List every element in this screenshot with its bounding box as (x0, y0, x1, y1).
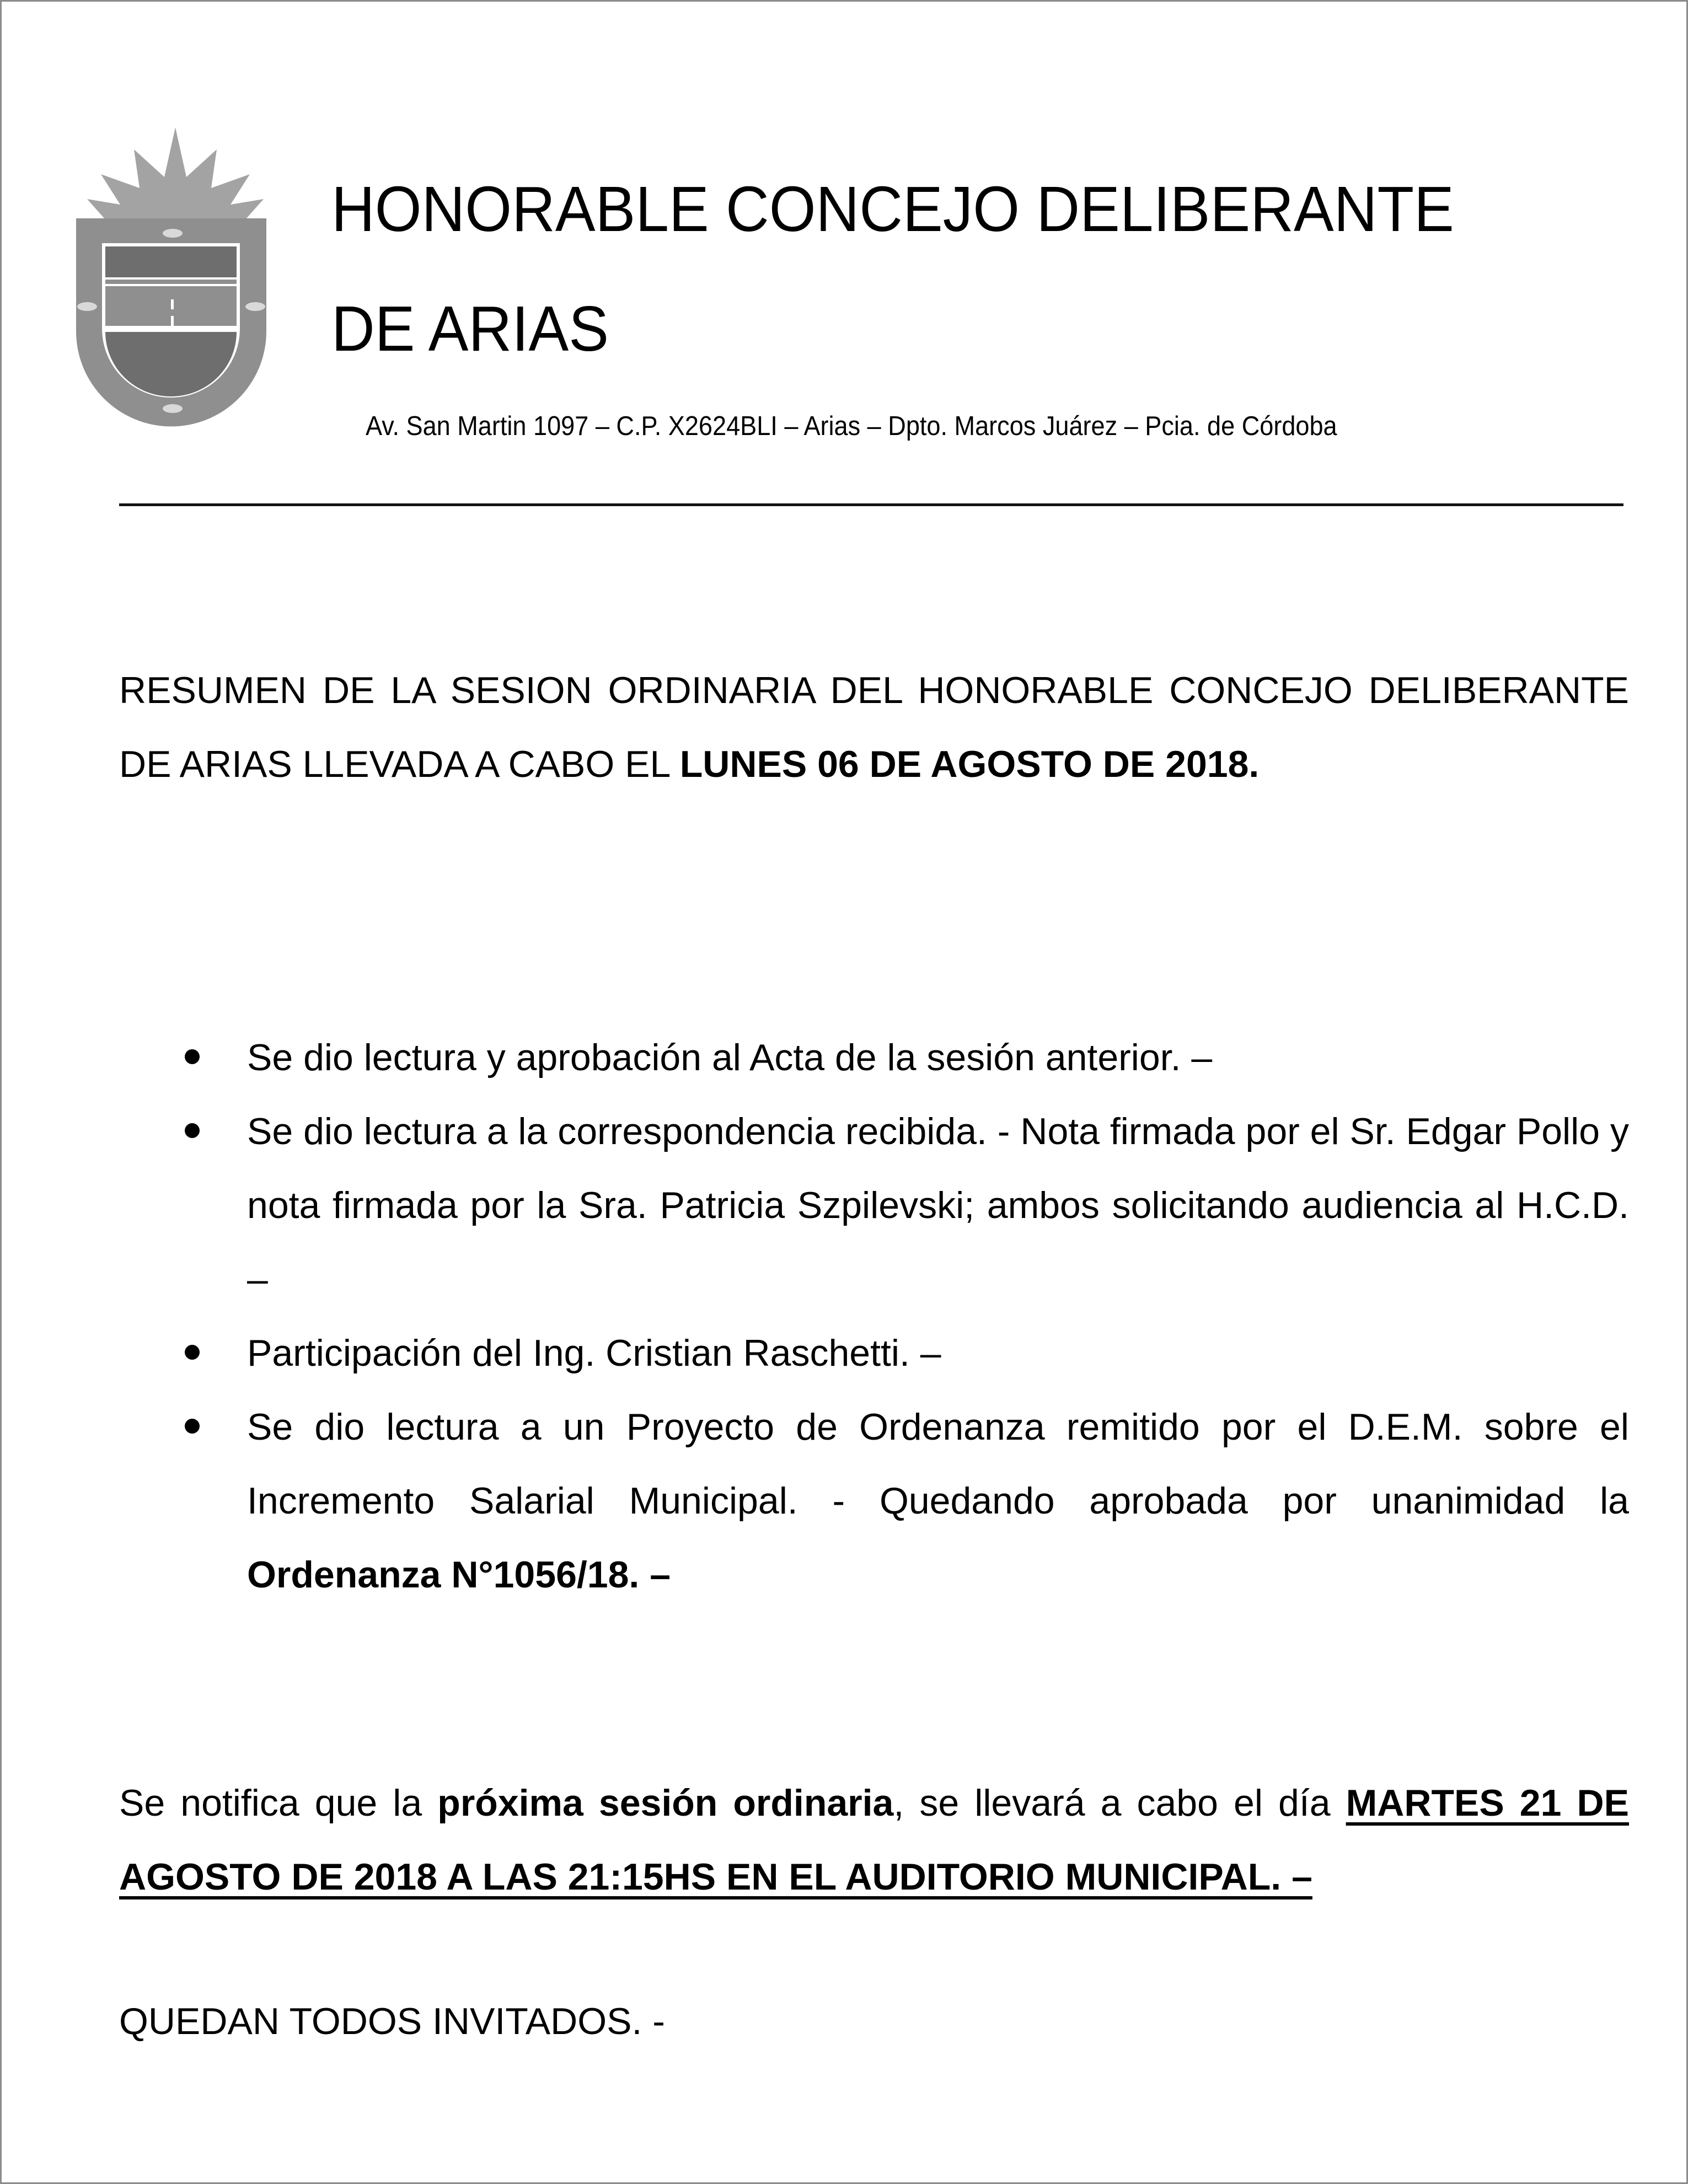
coat-of-arms-icon (76, 122, 275, 436)
bullet-icon (185, 1345, 200, 1360)
agenda-list (119, 1021, 1629, 1612)
session-date: LUNES 06 DE AGOSTO DE 2018. (679, 743, 1260, 785)
summary-text: RESUMEN DE LA SESION ORDINARIA DEL HONORABLE CONCEJO DELIBERANTE DE ARIAS LLEVADA A CABO EL (119, 669, 1629, 785)
list-item (119, 1316, 1629, 1390)
next-session-datetime: MARTES 21 DE AGOSTO DE 2018 A LAS 21:15HS EN EL AUDITORIO MUNICIPAL. – (119, 1782, 1629, 1898)
list-item (119, 1021, 1629, 1094)
list-item (119, 1390, 1629, 1612)
bullet-icon (185, 1049, 200, 1064)
ordinance-number: Ordenanza N°1056/18. – (247, 1554, 671, 1596)
notice-text-2: , se llevará a cabo el día (893, 1782, 1346, 1824)
council-title-line2: DE ARIAS (331, 293, 609, 364)
bullet-icon (185, 1123, 200, 1138)
bullet-icon (185, 1419, 200, 1434)
session-summary (119, 653, 1629, 801)
list-item (119, 1094, 1629, 1316)
notice-text-1: Se notifica que la (119, 1782, 438, 1824)
notice-next-session-label: próxima sesión ordinaria (437, 1782, 894, 1824)
list-item-text: Se dio lectura a un Proyecto de Ordenanza remitido por el D.E.M. sobre el Incremento Salarial Municipal. - Quedando aprobada por unanimidad la (247, 1406, 1629, 1522)
next-session-notice (119, 1766, 1629, 1914)
list-item-text: Se dio lectura a la correspondencia recibida. - Nota firmada por el Sr. Edgar Pollo y nota firmada por la Sra. Patricia Szpilevski; ambos solicitando audiencia al H.C.D. – (247, 1110, 1629, 1300)
council-title-line1: HONORABLE CONCEJO DELIBERANTE (331, 173, 1454, 245)
list-item-text: Se dio lectura y aprobación al Acta de la sesión anterior. – (247, 1037, 1213, 1078)
header-divider (119, 503, 1623, 506)
council-address: Av. San Martin 1097 – C.P. X2624BLI – Arias – Dpto. Marcos Juárez – Pcia. de Córdoba (366, 411, 1337, 441)
list-item-text: Participación del Ing. Cristian Raschetti. – (247, 1332, 941, 1374)
closing-invitation: QUEDAN TODOS INVITADOS. - (119, 2000, 665, 2042)
